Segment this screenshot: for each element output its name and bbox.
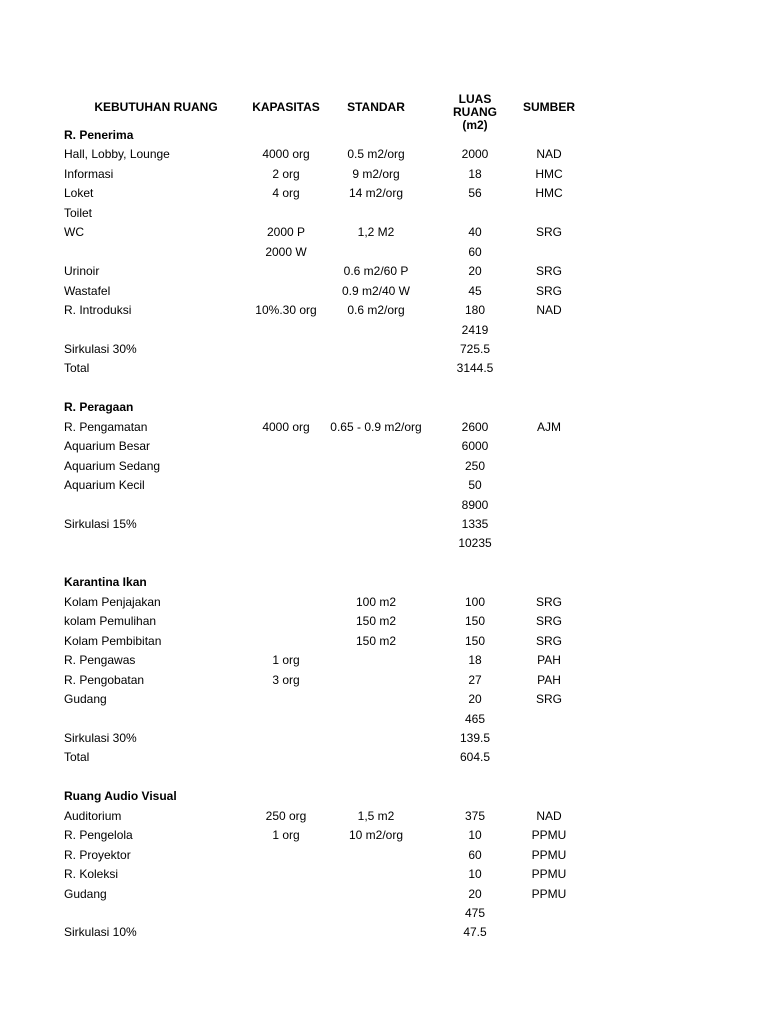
cell-kebutuhan-ruang: Total: [64, 361, 90, 376]
cell-sumber: PPMU: [531, 828, 567, 843]
table-row: [0, 476, 768, 496]
cell-kapasitas: 10%.30 org: [255, 303, 317, 318]
cell-kebutuhan-ruang: Toilet: [64, 205, 93, 220]
cell-kebutuhan-ruang: Total: [64, 750, 90, 765]
cell-luas-ruang: 139.5: [459, 730, 491, 745]
cell-kapasitas: 2000 W: [265, 244, 307, 259]
cell-sumber: SRG: [535, 594, 562, 609]
table-row: [0, 321, 768, 341]
table-row: [0, 398, 768, 418]
cell-sumber: SRG: [535, 225, 562, 240]
cell-standar: 150 m2: [355, 614, 397, 629]
cell-luas-ruang: 20: [468, 264, 482, 279]
table-row: [0, 223, 768, 243]
cell-kapasitas: 4000 org: [262, 419, 310, 434]
cell-luas-ruang: 27: [468, 672, 482, 687]
cell-kapasitas: 1 org: [272, 828, 300, 843]
cell-luas-ruang: 18: [468, 653, 482, 668]
cell-luas-ruang: 56: [468, 186, 482, 201]
cell-standar: 1,2 M2: [357, 225, 395, 240]
table-row: [0, 359, 768, 379]
cell-luas-ruang: 60: [468, 847, 482, 862]
section-title: R. Peragaan: [64, 400, 134, 415]
cell-standar: 1,5 m2: [357, 808, 395, 823]
cell-sumber: SRG: [535, 633, 562, 648]
header-kapasitas: KAPASITAS: [252, 100, 320, 114]
cell-kebutuhan-ruang: R. Pengamatan: [64, 419, 148, 434]
cell-standar: 0.6 m2/60 P: [343, 264, 409, 279]
cell-kebutuhan-ruang: Gudang: [64, 886, 107, 901]
table-row: [0, 126, 768, 146]
cell-luas-ruang: 2419: [461, 322, 489, 337]
cell-sumber: PPMU: [531, 867, 567, 882]
section-title: Karantina Ikan: [64, 575, 147, 590]
cell-kebutuhan-ruang: Aquarium Kecil: [64, 478, 145, 493]
cell-luas-ruang: 40: [468, 225, 482, 240]
cell-kebutuhan-ruang: Aquarium Sedang: [64, 458, 161, 473]
table-row: [0, 243, 768, 263]
table-row: [0, 787, 768, 807]
cell-kebutuhan-ruang: R. Pengawas: [64, 653, 136, 668]
cell-sumber: PAH: [537, 672, 561, 687]
table-row: [0, 865, 768, 885]
cell-luas-ruang: 47.5: [463, 925, 487, 940]
table-row: [0, 612, 768, 632]
cell-sumber: PPMU: [531, 886, 567, 901]
cell-luas-ruang: 10: [468, 828, 482, 843]
cell-sumber: SRG: [535, 614, 562, 629]
cell-kebutuhan-ruang: Sirkulasi 30%: [64, 730, 137, 745]
cell-luas-ruang: 10235: [458, 536, 492, 551]
cell-luas-ruang: 3144.5: [456, 361, 494, 376]
table-row: [0, 710, 768, 730]
table-row: [0, 593, 768, 613]
cell-luas-ruang: 60: [468, 244, 482, 259]
cell-luas-ruang: 100: [464, 594, 486, 609]
section-title: Ruang Audio Visual: [64, 789, 177, 804]
cell-kebutuhan-ruang: Gudang: [64, 692, 107, 707]
cell-sumber: SRG: [535, 283, 562, 298]
cell-sumber: HMC: [535, 186, 563, 201]
cell-kapasitas: 4 org: [272, 186, 300, 201]
table-row: [0, 418, 768, 438]
cell-kebutuhan-ruang: kolam Pemulihan: [64, 614, 157, 629]
header-standar: STANDAR: [347, 100, 405, 114]
cell-luas-ruang: 725.5: [459, 341, 491, 356]
table-row: [0, 768, 768, 788]
cell-sumber: NAD: [536, 303, 562, 318]
table-row: [0, 262, 768, 282]
cell-kapasitas: 250 org: [265, 808, 307, 823]
cell-luas-ruang: 20: [468, 886, 482, 901]
cell-kapasitas: 4000 org: [262, 147, 310, 162]
cell-standar: 0.9 m2/40 W: [341, 283, 411, 298]
table-row: [0, 904, 768, 924]
table-row: [0, 534, 768, 554]
cell-sumber: AJM: [537, 419, 561, 434]
table-row: [0, 748, 768, 768]
cell-kapasitas: 3 org: [272, 672, 300, 687]
table-row: [0, 496, 768, 516]
cell-luas-ruang: 2000: [461, 147, 489, 162]
cell-luas-ruang: 1335: [461, 517, 489, 531]
table-row: [0, 457, 768, 477]
cell-sumber: PPMU: [531, 847, 567, 862]
cell-standar: 14 m2/org: [348, 186, 404, 201]
cell-kebutuhan-ruang: Informasi: [64, 166, 114, 181]
header-sumber: SUMBER: [522, 100, 575, 114]
header-kebutuhan-ruang: KEBUTUHAN RUANG: [94, 100, 218, 114]
cell-luas-ruang: 45: [468, 283, 482, 298]
cell-kebutuhan-ruang: R. Pengelola: [64, 828, 133, 843]
cell-sumber: SRG: [535, 692, 562, 707]
cell-sumber: SRG: [535, 264, 562, 279]
cell-kapasitas: 2 org: [272, 166, 300, 181]
cell-standar: 0.5 m2/org: [347, 147, 405, 162]
cell-luas-ruang: 10: [468, 867, 482, 882]
cell-luas-ruang: 604.5: [459, 750, 491, 765]
cell-kebutuhan-ruang: Wastafel: [64, 283, 111, 298]
cell-kebutuhan-ruang: Sirkulasi 30%: [64, 341, 137, 356]
cell-luas-ruang: 150: [464, 614, 486, 629]
cell-luas-ruang: 8900: [461, 497, 489, 512]
cell-kebutuhan-ruang: WC: [64, 225, 84, 240]
cell-luas-ruang: 18: [468, 166, 482, 181]
cell-kebutuhan-ruang: R. Introduksi: [64, 303, 132, 318]
cell-standar: 100 m2: [355, 594, 397, 609]
cell-kebutuhan-ruang: Auditorium: [64, 808, 122, 823]
table-row: [0, 554, 768, 574]
cell-kebutuhan-ruang: R. Koleksi: [64, 867, 119, 882]
cell-kebutuhan-ruang: Loket: [64, 186, 94, 201]
cell-luas-ruang: 50: [468, 478, 482, 493]
cell-kebutuhan-ruang: R. Proyektor: [64, 847, 131, 862]
table-row: [0, 515, 768, 535]
table-row: [0, 671, 768, 691]
cell-luas-ruang: 475: [464, 906, 486, 920]
cell-standar: 150 m2: [355, 633, 397, 648]
cell-luas-ruang: 150: [464, 633, 486, 648]
table-row: [0, 923, 768, 943]
cell-luas-ruang: 465: [464, 711, 486, 726]
header-luas-ruang-unit: (m2): [462, 118, 488, 132]
section-title: R. Penerima: [64, 128, 134, 142]
cell-sumber: PAH: [537, 653, 561, 668]
cell-kebutuhan-ruang: R. Pengobatan: [64, 672, 145, 687]
cell-kebutuhan-ruang: Urinoir: [64, 264, 100, 279]
table-row: [0, 282, 768, 302]
table-row: [0, 379, 768, 399]
table-row: [0, 729, 768, 749]
cell-kebutuhan-ruang: Aquarium Besar: [64, 439, 151, 454]
cell-luas-ruang: 180: [464, 303, 486, 318]
table-row: [0, 184, 768, 204]
cell-kebutuhan-ruang: Hall, Lobby, Lounge: [64, 147, 170, 162]
cell-kapasitas: 1 org: [272, 653, 300, 668]
cell-standar: 0.65 - 0.9 m2/org: [330, 419, 422, 434]
table-row: [0, 846, 768, 866]
cell-sumber: HMC: [535, 166, 563, 181]
cell-standar: 0.6 m2/org: [347, 303, 405, 318]
table-row: [0, 204, 768, 224]
cell-luas-ruang: 20: [468, 692, 482, 707]
cell-kebutuhan-ruang: Kolam Pembibitan: [64, 633, 162, 648]
cell-kebutuhan-ruang: Sirkulasi 10%: [64, 925, 137, 940]
table-row: [0, 632, 768, 652]
header-luas-ruang-line1: LUAS RUANG: [453, 92, 497, 119]
cell-sumber: NAD: [536, 808, 562, 823]
table-row: [0, 690, 768, 710]
table-row: [0, 340, 768, 360]
table-row: [0, 437, 768, 457]
table-row: [0, 651, 768, 671]
cell-luas-ruang: 2600: [461, 419, 489, 434]
table-row: [0, 885, 768, 905]
table-row: [0, 301, 768, 321]
table-row: [0, 826, 768, 846]
cell-standar: 10 m2/org: [348, 828, 404, 843]
cell-luas-ruang: 375: [464, 808, 486, 823]
cell-sumber: NAD: [536, 147, 562, 162]
table-row: [0, 573, 768, 593]
table-row: [0, 145, 768, 165]
table-row: [0, 807, 768, 827]
cell-kapasitas: 2000 P: [266, 225, 306, 240]
cell-kebutuhan-ruang: Kolam Penjajakan: [64, 594, 161, 609]
cell-kebutuhan-ruang: Sirkulasi 15%: [64, 517, 137, 531]
cell-standar: 9 m2/org: [352, 166, 400, 181]
table-row: [0, 165, 768, 185]
cell-luas-ruang: 6000: [461, 439, 489, 454]
cell-luas-ruang: 250: [464, 458, 486, 473]
